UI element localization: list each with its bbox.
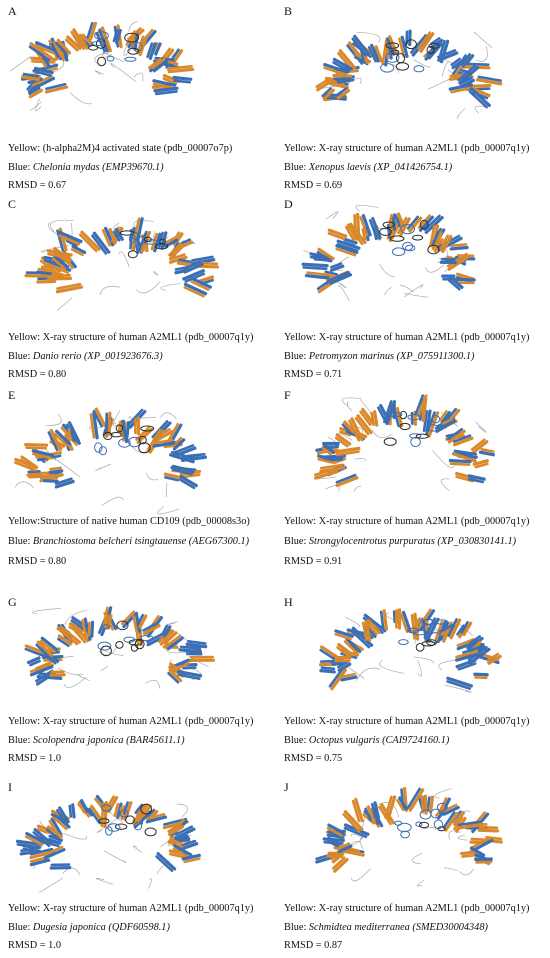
caption: Yellow: X-ray structure of human A2ML1 (pdb_00007q1y) Blue: Dugesia japonica (QDF60598.1) RMSD = 1.0 — [8, 900, 280, 956]
rmsd-value: RMSD = 0.80 — [8, 369, 67, 380]
yellow-structure-label: Structure of native human CD109 (pdb_00008s3o) — [40, 516, 250, 527]
caption: Yellow: X-ray structure of human A2ML1 (pdb_00007q1y) Blue: Xenopus laevis (XP_041426754.1) RMSD = 0.69 — [284, 140, 550, 196]
panel-c — [8, 197, 278, 380]
blue-species-label: Chelonia mydas (EMP39670.1) — [32, 161, 164, 173]
yellow-structure-label: X-ray structure of human A2ML1 (pdb_00007q1y) — [42, 903, 254, 914]
yellow-structure-label: X-ray structure of human A2ML1 (pdb_00007q1y) — [318, 716, 530, 727]
panel-letter: J — [284, 780, 289, 794]
superposed-structure — [310, 784, 510, 898]
caption: Yellow:Structure of native human CD109 (pdb_00008s3o) Blue: Branchiostoma belcheri tsingtauense (AEG67300.1) RMSD = 0.80 — [8, 512, 280, 572]
protein-structure-image — [12, 786, 212, 898]
protein-structure-image — [304, 388, 504, 516]
panel-letter: E — [8, 388, 16, 402]
panel-e — [8, 388, 278, 588]
panel-d — [284, 197, 550, 380]
rmsd-value: RMSD = 0.91 — [284, 556, 343, 567]
blue-species-label: Petromyzon marinus (XP_075911300.1) — [308, 350, 475, 362]
blue-species-label: Schmidtea mediterranea (SMED30004348) — [308, 921, 488, 933]
rmsd-value: RMSD = 0.67 — [8, 180, 67, 191]
panel-b — [284, 4, 550, 191]
rmsd-value: RMSD = 1.0 — [8, 940, 62, 951]
rmsd-value: RMSD = 0.69 — [284, 180, 343, 191]
superposed-structure — [304, 22, 504, 134]
panel-j — [284, 780, 550, 955]
superposed-structure — [300, 199, 490, 321]
yellow-structure-label: X-ray structure of human A2ML1 (pdb_00007q1y) — [318, 516, 530, 527]
caption: Yellow: X-ray structure of human A2ML1 (pdb_00007q1y) Blue: Schmidtea mediterranea (SMED30004348) RMSD = 0.87 — [284, 900, 550, 956]
panel-a — [8, 4, 278, 191]
panel-letter: I — [8, 780, 12, 794]
protein-structure-image — [300, 199, 490, 321]
blue-species-label: Xenopus laevis (XP_041426754.1) — [308, 161, 453, 173]
blue-species-label: Scolopendra japonica (BAR45611.1) — [32, 734, 185, 746]
yellow-structure-label: (h-alpha2M)4 activated state (pdb_00007o7p) — [42, 143, 233, 154]
panel-letter: F — [284, 388, 291, 402]
panel-h — [284, 595, 550, 775]
protein-structure-image — [22, 211, 222, 321]
rmsd-value: RMSD = 1.0 — [8, 753, 62, 764]
superposed-structure — [12, 400, 212, 520]
superposed-structure — [10, 601, 218, 713]
panel-g — [8, 595, 278, 775]
blue-species-label: Branchiostoma belcheri tsingtauense (AEG67300.1) — [32, 536, 250, 547]
caption: Yellow: (h-alpha2M)4 activated state (pdb_00007o7p) Blue: Chelonia mydas (EMP39670.1) RMSD = 0.67 — [8, 140, 280, 196]
rmsd-value: RMSD = 0.87 — [284, 940, 343, 951]
panel-f — [284, 388, 550, 588]
protein-structure-image — [310, 784, 510, 898]
blue-species-label: Danio rerio (XP_001923676.3) — [32, 350, 163, 362]
superposed-structure — [310, 599, 510, 711]
protein-structure-image — [10, 14, 200, 124]
caption: Yellow: X-ray structure of human A2ML1 (pdb_00007q1y) Blue: Strongylocentrotus purpuratus (XP_030830141.1) RMSD = 0.91 — [284, 512, 550, 572]
protein-structure-image — [304, 22, 504, 134]
superposed-structure — [22, 211, 222, 321]
superposed-structure — [12, 786, 212, 898]
protein-structure-image — [10, 601, 218, 713]
yellow-structure-label: X-ray structure of human A2ML1 (pdb_00007q1y) — [42, 716, 254, 727]
rmsd-value: RMSD = 0.71 — [284, 369, 343, 380]
yellow-structure-label: X-ray structure of human A2ML1 (pdb_00007q1y) — [42, 332, 254, 343]
panel-letter: C — [8, 197, 17, 211]
blue-species-label: Dugesia japonica (QDF60598.1) — [32, 921, 170, 933]
panel-letter: D — [284, 197, 293, 211]
panel-letter: A — [8, 4, 17, 18]
blue-species-label: Strongylocentrotus purpuratus (XP_030830141.1) — [308, 536, 517, 547]
yellow-structure-label: X-ray structure of human A2ML1 (pdb_00007q1y) — [318, 903, 530, 914]
rmsd-value: RMSD = 0.80 — [8, 556, 67, 567]
panel-letter: B — [284, 4, 293, 18]
caption: Yellow: X-ray structure of human A2ML1 (pdb_00007q1y) Blue: Scolopendra japonica (BAR45611.1) RMSD = 1.0 — [8, 713, 280, 769]
panel-letter: G — [8, 595, 17, 609]
caption: Yellow: X-ray structure of human A2ML1 (pdb_00007q1y) Blue: Petromyzon marinus (XP_075911300.1) RMSD = 0.71 — [284, 329, 550, 385]
panel-letter: H — [284, 595, 293, 609]
blue-species-label: Octopus vulgaris (CAI9724160.1) — [308, 734, 450, 746]
superposed-structure — [304, 388, 504, 516]
caption: Yellow: X-ray structure of human A2ML1 (pdb_00007q1y) Blue: Octopus vulgaris (CAI9724160.1) RMSD = 0.75 — [284, 713, 550, 769]
protein-structure-image — [12, 400, 212, 520]
caption: Yellow: X-ray structure of human A2ML1 (pdb_00007q1y) Blue: Danio rerio (XP_001923676.3) RMSD = 0.80 — [8, 329, 280, 385]
rmsd-value: RMSD = 0.75 — [284, 753, 343, 764]
yellow-structure-label: X-ray structure of human A2ML1 (pdb_00007q1y) — [318, 143, 530, 154]
superposed-structure — [10, 14, 200, 124]
panel-i — [8, 780, 278, 955]
protein-structure-image — [310, 599, 510, 711]
yellow-structure-label: X-ray structure of human A2ML1 (pdb_00007q1y) — [318, 332, 530, 343]
